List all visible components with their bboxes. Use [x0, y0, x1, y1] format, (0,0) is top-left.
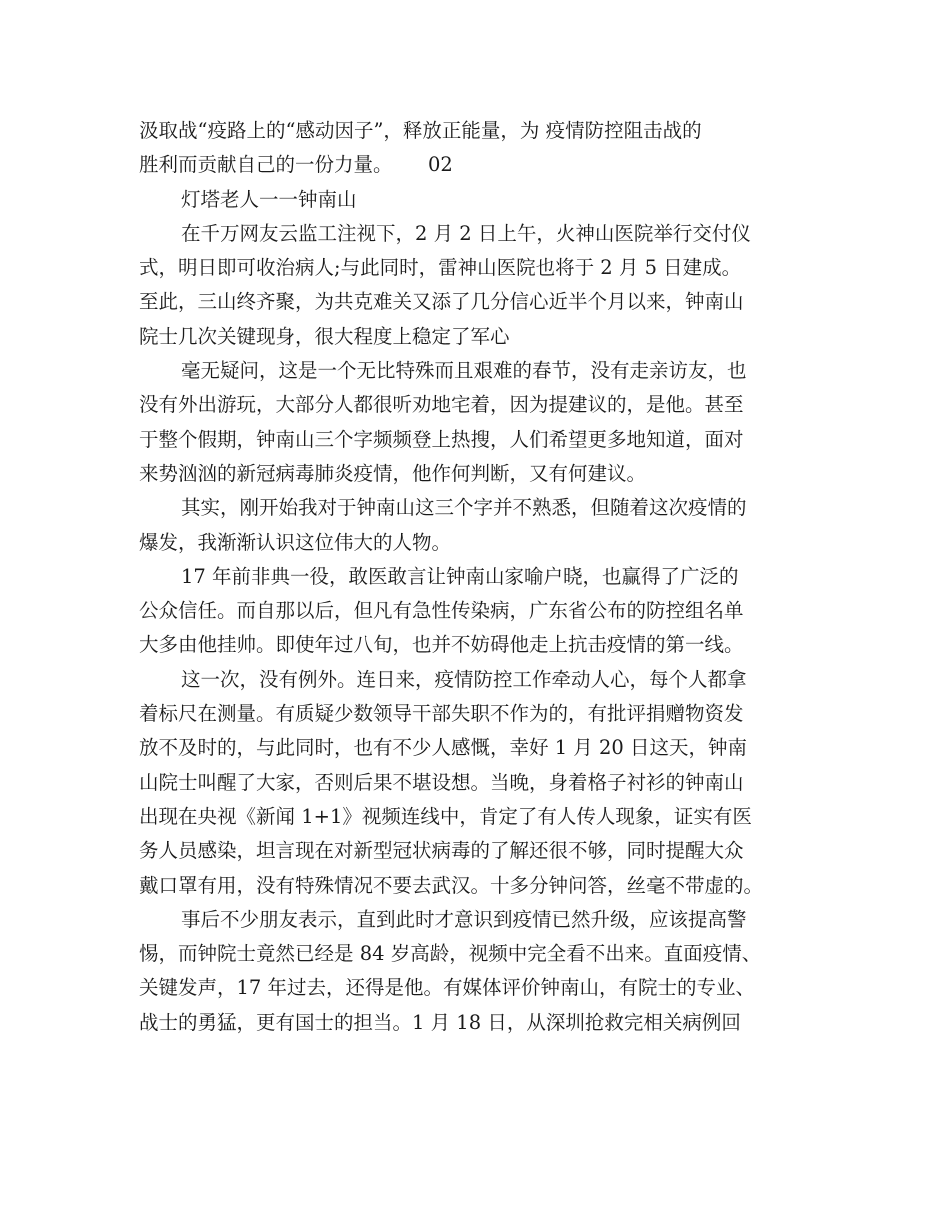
text-line: 这一次，没有例外。连日来，疫情防控工作牵动人心，每个人都拿 — [181, 667, 747, 691]
text-line: 来势汹汹的新冠病毒肺炎疫情，他作何判断，又有何建议。 — [139, 461, 647, 485]
text-line: 于整个假期，钟南山三个字频频登上热搜，人们希望更多地知道，面对 — [139, 427, 744, 451]
text-line: 毫无疑问，这是一个无比特殊而且艰难的春节，没有走亲访友，也 — [181, 359, 747, 383]
text-line: 公众信任。而自那以后，但凡有急性传染病，广东省公布的防控组名单 — [139, 599, 744, 623]
text-line: 没有外出游玩，大部分人都很听劝地宅着，因为提建议的，是他。甚至 — [139, 393, 744, 417]
text-line: 其实，刚开始我对于钟南山这三个字并不熟悉，但随着这次疫情的 — [181, 496, 747, 520]
text-line: 事后不少朋友表示，直到此时才意识到疫情已然升级，应该提高警 — [181, 907, 747, 931]
text-line: 山院士叫醒了大家，否则后果不堪设想。当晚，身着格子衬衫的钟南山 — [139, 770, 744, 794]
text-line: 惕，而钟院士竟然已经是 84 岁高龄，视频中完全看不出来。直面疫情、 — [139, 942, 762, 966]
text-line: 至此，三山终齐聚，为共克难关又添了几分信心近半个月以来，钟南山 — [139, 290, 744, 314]
text-line: 戴口罩有用，没有特殊情况不要去武汉。十多分钟问答，丝毫不带虚的。 — [139, 873, 764, 897]
text-line: 务人员感染，坦言现在对新型冠状病毒的了解还很不够，同时提醒大众 — [139, 839, 744, 863]
text-line: 汲取战“疫路上的“感动因子”，释放正能量，为 疫情防控阻击战的 — [139, 119, 702, 142]
text-line: 在千万网友云监工注视下，2 月 2 日上午，火神山医院举行交付仪 — [181, 221, 751, 245]
text-line: 胜利而贡献自己的一份力量。 02 — [139, 153, 453, 177]
text-line: 关键发声，17 年过去，还得是他。有媒体评价钟南山，有院士的专业、 — [139, 976, 756, 1000]
text-line: 战士的勇猛，更有国士的担当。1 月 18 日，从深圳抢救完相关病例回 — [139, 1010, 741, 1034]
text-line: 着标尺在测量。有质疑少数领导干部失职不作为的，有批评捐赠物资发 — [139, 702, 744, 726]
text-line: 17 年前非典一役，敢医敢言让钟南山家喻户晓，也赢得了广泛的 — [181, 564, 739, 588]
document-body — [139, 114, 819, 1040]
text-line: 放不及时的，与此同时，也有不少人感慨，幸好 1 月 20 日这天，钟南 — [139, 736, 748, 760]
text-line: 出现在央视《新闻 1+1》视频连线中，肯定了有人传人现象，证实有医 — [139, 804, 752, 828]
text-line: 灯塔老人一一钟南山 — [181, 187, 357, 211]
text-line: 院士几次关键现身，很大程度上稳定了军心 — [139, 324, 510, 348]
text-line: 爆发，我渐渐认识这位伟大的人物。 — [139, 530, 452, 554]
text-line: 式，明日即可收治病人;与此同时，雷神山医院也将于 2 月 5 日建成。 — [139, 256, 742, 280]
text-line: 大多由他挂帅。即使年过八旬，也并不妨碍他走上抗击疫情的第一线。 — [139, 633, 744, 657]
